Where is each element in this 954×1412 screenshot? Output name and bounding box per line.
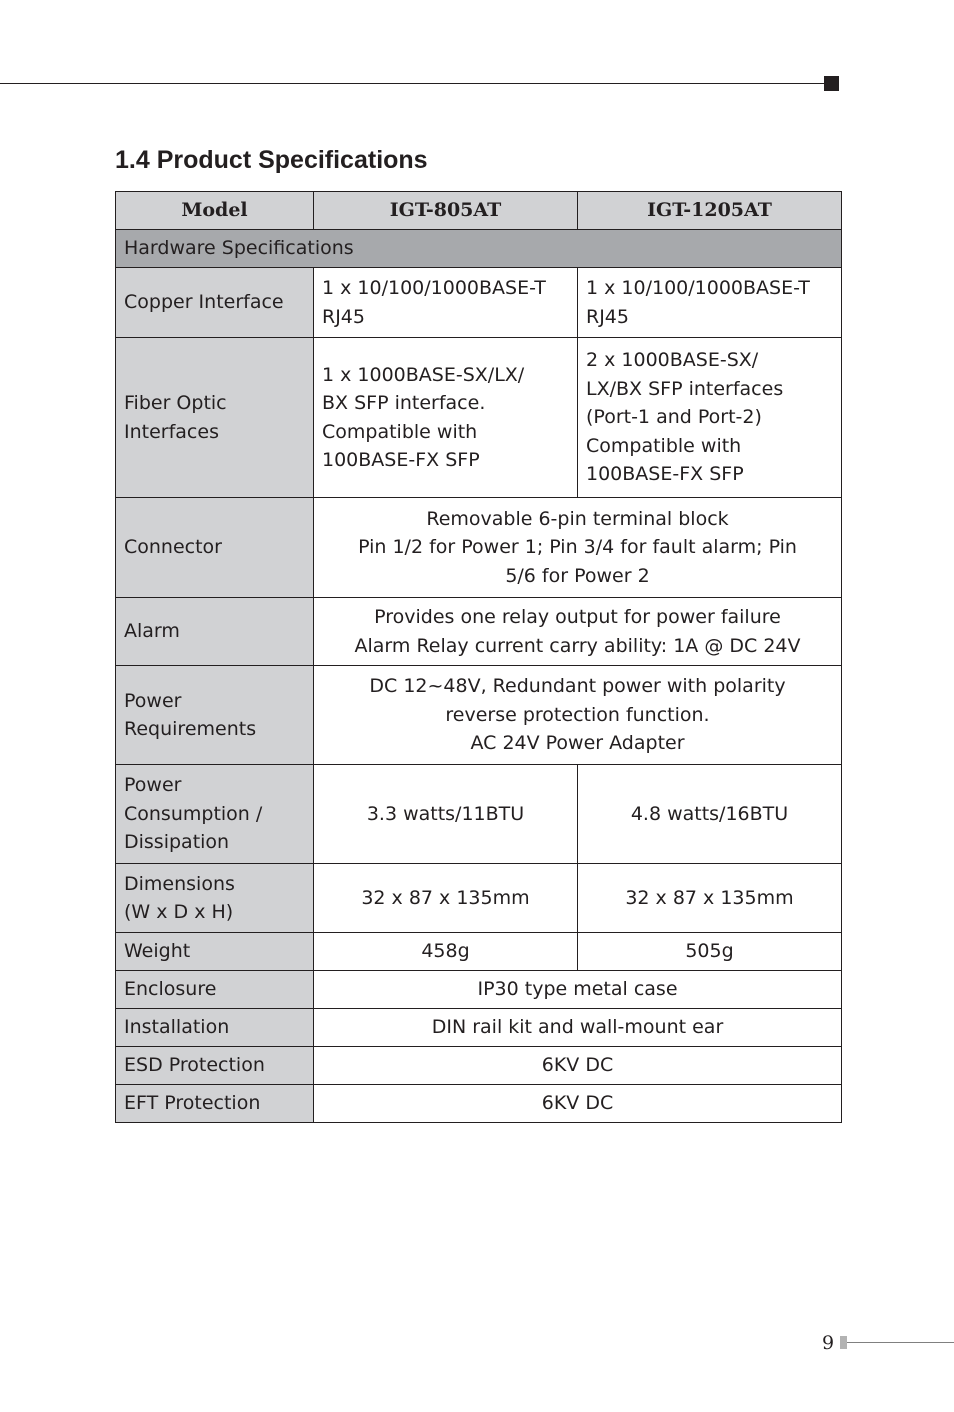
row-copper-interface bbox=[116, 268, 842, 338]
label-enclosure: Enclosure bbox=[116, 971, 314, 1009]
header-rule bbox=[0, 83, 826, 84]
label-eft-protection: EFT Protection bbox=[116, 1085, 314, 1123]
footer-rule bbox=[847, 1342, 954, 1343]
row-fiber-optic bbox=[116, 338, 842, 498]
label-power-requirements: Power Requirements bbox=[116, 666, 314, 765]
value-installation: DIN rail kit and wall-mount ear bbox=[314, 1009, 842, 1047]
header-model: Model bbox=[116, 192, 314, 230]
section-label: Hardware Specifications bbox=[116, 230, 842, 268]
row-enclosure bbox=[116, 971, 842, 1009]
label-power-consumption: Power Consumption / Dissipation bbox=[116, 765, 314, 864]
table-header-row bbox=[116, 192, 842, 230]
header-igt-1205at: IGT-1205AT bbox=[578, 192, 842, 230]
label-installation: Installation bbox=[116, 1009, 314, 1047]
value-weight-805: 458g bbox=[314, 933, 578, 971]
value-weight-1205: 505g bbox=[578, 933, 842, 971]
value-power-consumption-1205: 4.8 watts/16BTU bbox=[578, 765, 842, 864]
value-esd-protection: 6KV DC bbox=[314, 1047, 842, 1085]
row-power-requirements bbox=[116, 666, 842, 765]
section-title: 1.4 Product Specifications bbox=[115, 146, 428, 174]
row-weight bbox=[116, 933, 842, 971]
value-dimensions-1205: 32 x 87 x 135mm bbox=[578, 864, 842, 933]
value-power-consumption-805: 3.3 watts/11BTU bbox=[314, 765, 578, 864]
row-eft-protection bbox=[116, 1085, 842, 1123]
label-esd-protection: ESD Protection bbox=[116, 1047, 314, 1085]
row-dimensions bbox=[116, 864, 842, 933]
value-power-requirements: DC 12~48V, Redundant power with polarity reverse protection function. AC 24V Power Adapter bbox=[314, 666, 842, 765]
value-alarm: Provides one relay output for power failure Alarm Relay current carry ability: 1A @ DC 24V bbox=[314, 598, 842, 666]
label-connector: Connector bbox=[116, 498, 314, 598]
row-esd-protection bbox=[116, 1047, 842, 1085]
header-square-marker bbox=[824, 76, 839, 91]
value-fiber-1205: 2 x 1000BASE-SX/ LX/BX SFP interfaces (Port-1 and Port-2) Compatible with 100BASE-FX SFP bbox=[578, 338, 842, 498]
header-igt-805at: IGT-805AT bbox=[314, 192, 578, 230]
value-copper-1205: 1 x 10/100/1000BASE-T RJ45 bbox=[578, 268, 842, 338]
value-eft-protection: 6KV DC bbox=[314, 1085, 842, 1123]
value-enclosure: IP30 type metal case bbox=[314, 971, 842, 1009]
row-power-consumption bbox=[116, 765, 842, 864]
label-copper-interface: Copper Interface bbox=[116, 268, 314, 338]
label-fiber-optic: Fiber Optic Interfaces bbox=[116, 338, 314, 498]
value-copper-805: 1 x 10/100/1000BASE-T RJ45 bbox=[314, 268, 578, 338]
value-connector: Removable 6-pin terminal block Pin 1/2 for Power 1; Pin 3/4 for fault alarm; Pin 5/6 for Power 2 bbox=[314, 498, 842, 598]
page-number: 9 bbox=[822, 1332, 835, 1354]
row-alarm bbox=[116, 598, 842, 666]
value-fiber-805: 1 x 1000BASE-SX/LX/ BX SFP interface. Compatible with 100BASE-FX SFP bbox=[314, 338, 578, 498]
footer-square-marker bbox=[840, 1336, 847, 1349]
label-dimensions: Dimensions (W x D x H) bbox=[116, 864, 314, 933]
section-row bbox=[116, 230, 842, 268]
value-dimensions-805: 32 x 87 x 135mm bbox=[314, 864, 578, 933]
label-alarm: Alarm bbox=[116, 598, 314, 666]
label-weight: Weight bbox=[116, 933, 314, 971]
row-installation bbox=[116, 1009, 842, 1047]
row-connector bbox=[116, 498, 842, 598]
spec-table bbox=[115, 191, 842, 1123]
